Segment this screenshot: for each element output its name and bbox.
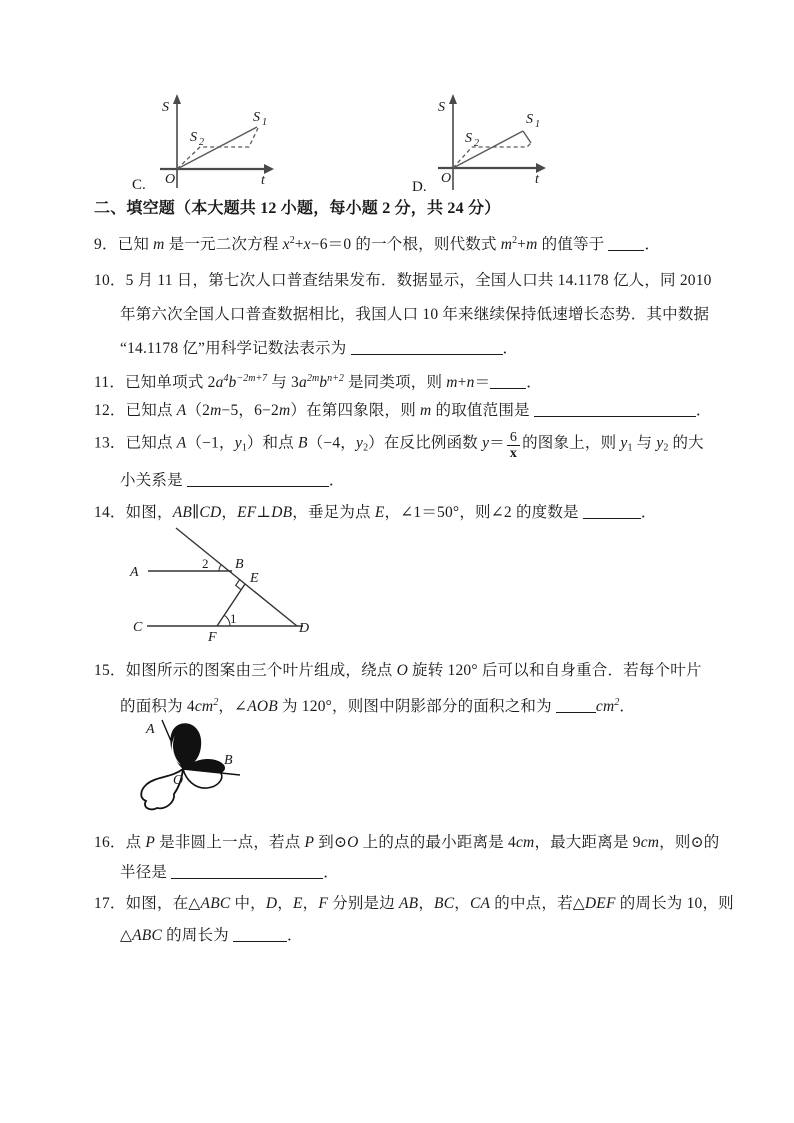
question-13-line-1: 13．已知点 A（−1，$y_1$）和点 B（−4，$y_2$）在反比例函数 y＝ $\frac{6}{x}$ 的图象上，则 $y_1$ 与 $y_2$ 的大 <box>94 430 704 462</box>
question-10-line-2: 年第六次全国人口普查数据相比，我国人口 10 年来继续保持低速增长态势．其中数据 <box>120 306 710 323</box>
fig14-angle-2-label: 2 <box>202 556 209 571</box>
d-axis-s-label: S <box>438 100 445 115</box>
c-origin-label: O <box>165 172 176 187</box>
c-s2-sub-label: 2 <box>199 137 204 148</box>
answer-blank <box>490 374 526 389</box>
fig14-angle-2-arc <box>219 565 221 571</box>
fig14-angle-1-label: 1 <box>230 611 237 626</box>
fig15-label-o: O <box>173 773 184 788</box>
c-axis-s-label: S <box>162 100 169 115</box>
c-y-axis-arrow-icon <box>173 94 181 104</box>
d-axis-t-label: t <box>535 172 539 187</box>
figure-q15-three-leaf-pattern <box>110 716 270 822</box>
c-axis-t-label: t <box>261 173 265 188</box>
figure-q14-parallel-lines <box>100 526 380 654</box>
d-origin-label: O <box>441 171 452 186</box>
fig14-label-f: F <box>208 630 217 645</box>
d-solid-curve <box>453 131 523 168</box>
question-14: 14．如图，AB∥CD，EF⊥DB，垂足为点 E，∠1＝50°，则∠2 的度数是 ． <box>94 504 657 521</box>
answer-blank <box>187 472 329 487</box>
c-x-axis-arrow-icon <box>264 164 274 174</box>
d-s2-sub-label: 2 <box>474 138 479 149</box>
answer-blank <box>351 340 503 355</box>
d-s2-label: S <box>465 131 472 146</box>
fig15-label-b: B <box>224 753 233 768</box>
question-17-line-2: △ABC 的周长为 ． <box>120 927 303 944</box>
section-header: 二、填空题（本大题共 12 小题，每小题 2 分，共 24 分） <box>94 200 501 217</box>
question-17-line-1: 17．如图，在△ABC 中，D，E，F 分别是边 AB，BC，CA 的中点，若△DEF 的周长为 10，则 <box>94 895 734 912</box>
d-y-axis-arrow-icon <box>449 94 457 104</box>
d-solid-curve-tail <box>523 131 531 143</box>
c-s1-sub-label: 1 <box>262 117 267 128</box>
question-15-line-1: 15．如图所示的图案由三个叶片组成，绕点 O 旋转 120° 后可以和自身重合．若每个叶片 <box>94 662 702 679</box>
fig15-label-a: A <box>146 722 155 737</box>
c-solid-curve <box>177 127 257 169</box>
question-10-line-1: 10．5 月 11 日，第七次人口普查结果发布．数据显示，全国人口共 14.1178 亿人，同 2010 <box>94 272 712 289</box>
option-c-label: C. <box>132 177 146 193</box>
fig14-right-angle-mark <box>236 580 241 590</box>
option-c-graph <box>120 85 310 203</box>
d-s1-sub-label: 1 <box>535 119 540 130</box>
fig14-transversal-bd <box>176 528 297 626</box>
option-d-graph <box>408 85 598 203</box>
answer-blank <box>233 927 287 942</box>
answer-blank <box>608 236 644 251</box>
fig14-label-d: D <box>299 621 310 636</box>
question-16-line-2: 半径是 ． <box>120 864 339 881</box>
question-16-line-1: 16．点 P 是非圆上一点，若点 P 到⊙O 上的点的最小距离是 4cm，最大距离是 9cm，则⊙的 <box>94 834 720 851</box>
c-s1-label: S <box>253 110 260 125</box>
question-13-line-2: 小关系是 ． <box>120 472 345 489</box>
answer-blank <box>534 402 696 417</box>
question-10-line-3: “14.1178 亿”用科学记数法表示为 ． <box>120 340 519 357</box>
option-d-label: D. <box>412 179 427 195</box>
question-9: 9．已知 m 是一元二次方程 $x^2+x-6=0$ 的一个根，则代数式 $m^2+m$ 的值等于 ． <box>94 235 661 253</box>
fig14-label-c: C <box>133 620 143 635</box>
fraction: $\frac{6}{x}$ <box>507 430 520 462</box>
question-11: 11．已知单项式 $2a^4b^{-2m+7}$ 与 $3a^{2m}b^{n+2}$ 是同类项，则 m+n＝ ． <box>94 373 542 391</box>
answer-blank <box>583 504 641 519</box>
question-15-line-2: 的面积为 $4cm^2$，∠AOB 为 120°，则图中阴影部分的面积之和为 $cm^2$． <box>120 697 636 715</box>
answer-blank <box>171 864 323 879</box>
c-s2-label: S <box>190 130 197 145</box>
d-s1-label: S <box>526 112 533 127</box>
fig14-label-b: B <box>235 557 244 572</box>
answer-blank <box>556 698 596 713</box>
question-12: 12．已知点 A（2m−5，6−2m）在第四象限，则 m 的取值范围是 ． <box>94 402 712 419</box>
fig14-label-e: E <box>250 571 259 586</box>
fig14-label-a: A <box>130 565 139 580</box>
fig15-right-leaf-white-half <box>183 769 222 788</box>
